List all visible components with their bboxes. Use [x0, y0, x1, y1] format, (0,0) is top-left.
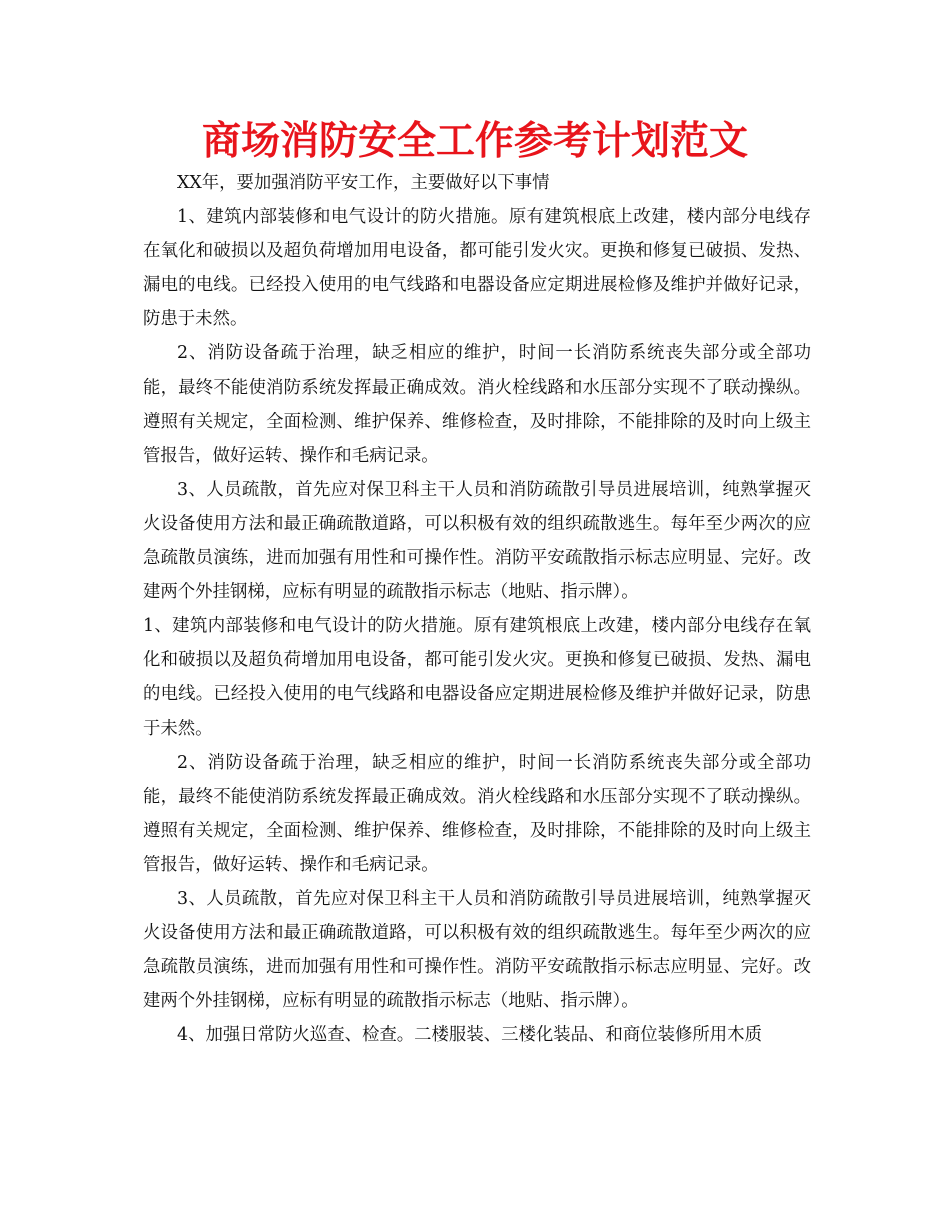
paragraph-item-1-electrical: 1、建筑内部装修和电气设计的防火措施。原有建筑根底上改建，楼内部分电线存在氧化和破损以及超负荷增加用电设备，都可能引发火灾。更换和修复已破损、发热、漏电的电线。已经投入使用的电气线路和电器设备应定期进展检修及维护并做好记录，防患于未然。 [143, 207, 811, 330]
paragraph-item-4-inspection: 4、加强日常防火巡查、检查。二楼服装、三楼化装品、和商位装修所用木质 [177, 1025, 762, 1046]
paragraph-intro: XX年，要加强消防平安工作，主要做好以下事情 [177, 173, 550, 193]
document-title: 商场消防安全工作参考计划范文 [201, 119, 748, 164]
paragraph-item-1-electrical-repeat: 1、建筑内部装修和电气设计的防火措施。原有建筑根底上改建，楼内部分电线存在氧化和破损以及超负荷增加用电设备，都可能引发火灾。更换和修复已破损、发热、漏电的电线。已经投入使用的电气线路和电器设备应定期进展检修及维护并做好记录，防患于未然。 [143, 616, 811, 739]
document-body [143, 166, 811, 1052]
paragraph-item-2-equipment-repeat: 2、消防设备疏于治理，缺乏相应的维护，时间一长消防系统丧失部分或全部功能，最终不能使消防系统发挥最正确成效。消火栓线路和水压部分实现不了联动操纵。遵照有关规定，全面检测、维护保养、维修检查，及时排除，不能排除的及时向上级主管报告，做好运转、操作和毛病记录。 [143, 752, 811, 875]
paragraph-item-2-equipment: 2、消防设备疏于治理，缺乏相应的维护，时间一长消防系统丧失部分或全部功能，最终不能使消防系统发挥最正确成效。消火栓线路和水压部分实现不了联动操纵。遵照有关规定，全面检测、维护保养、维修检查，及时排除，不能排除的及时向上级主管报告，做好运转、操作和毛病记录。 [143, 343, 811, 466]
paragraph-item-3-evacuation: 3、人员疏散，首先应对保卫科主干人员和消防疏散引导员进展培训，纯熟掌握灭火设备使用方法和最正确疏散道路，可以积极有效的组织疏散逃生。每年至少两次的应急疏散员演练，进而加强有用性和可操作性。消防平安疏散指示标志应明显、完好。改建两个外挂钢梯，应标有明显的疏散指示标志（地贴、指示牌）。 [143, 479, 811, 603]
paragraph-item-3-evacuation-repeat: 3、人员疏散，首先应对保卫科主干人员和消防疏散引导员进展培训，纯熟掌握灭火设备使用方法和最正确疏散道路，可以积极有效的组织疏散逃生。每年至少两次的应急疏散员演练，进而加强有用性和可操作性。消防平安疏散指示标志应明显、完好。改建两个外挂钢梯，应标有明显的疏散指示标志（地贴、指示牌）。 [143, 888, 811, 1012]
